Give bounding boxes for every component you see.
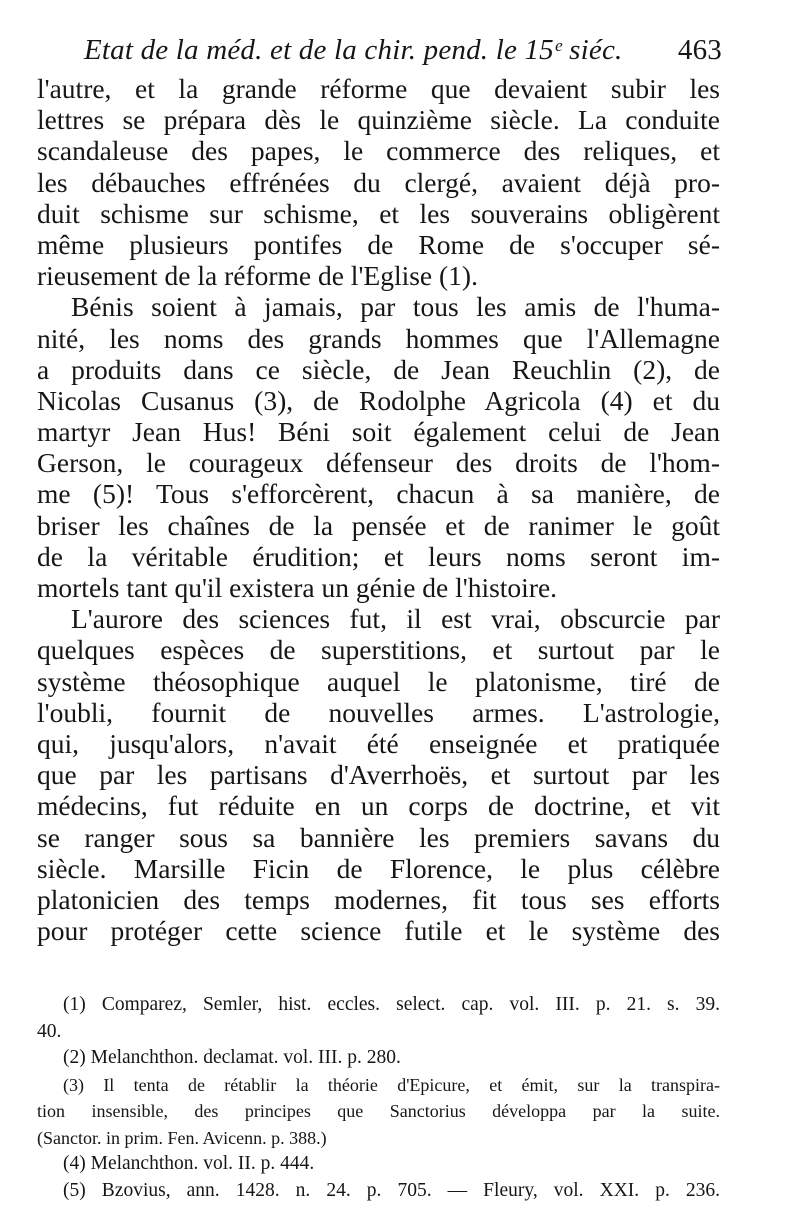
text-line: Gerson, le courageux défenseur des droits de l'hom-	[37, 447, 720, 479]
running-head	[84, 28, 722, 68]
text-line: qui, jusqu'alors, n'avait été enseignée et pratiquée	[37, 727, 720, 759]
footnote-line: (2) Melanchthon. declamat. vol. III. p. 280.	[63, 1047, 401, 1068]
footnote-line: (5) Bzovius, ann. 1428. n. 24. p. 705. — Fleury, vol. XXI. p. 236.	[63, 1179, 720, 1201]
text-line: duit schisme sur schisme, et les souverains obligèrent	[37, 197, 720, 229]
footnote-line: 40.	[37, 1020, 62, 1042]
main-text	[37, 73, 720, 946]
text-line: l'autre, et la grande réforme que devaient subir les	[37, 73, 720, 104]
footnote-line: tion insensible, des principes que Sanctorius développa par la suite.	[37, 1101, 720, 1121]
text-line: les débauches effrénées du clergé, avaient déjà pro-	[37, 166, 720, 198]
text-line: lettres se prépara dès le quinzième siècle. La conduite	[37, 104, 720, 136]
text-line: siècle. Marsille Ficin de Florence, le plus célèbre	[37, 852, 720, 884]
footnote-2	[37, 1045, 720, 1072]
text-line: platonicien des temps modernes, fit tous ses efforts	[37, 883, 720, 915]
text-line: L'aurore des sciences fut, il est vrai, obscurcie par	[71, 603, 720, 635]
text-line: me (5)! Tous s'efforcèrent, chacun à sa manière, de	[37, 478, 720, 510]
text-line: système théosophique auquel le platonisme, tiré de	[37, 665, 720, 697]
text-line: rieusement de la réforme de l'Eglise (1).	[37, 260, 478, 292]
text-line: mortels tant qu'il existera un génie de l'histoire.	[37, 572, 558, 603]
page-number: 463	[677, 34, 722, 66]
text-line: briser les chaînes de la pensée et de ranimer le goût	[37, 509, 720, 541]
footnote-line: (1) Comparez, Semler, hist. eccles. select. cap. vol. III. p. 21. s. 39.	[63, 994, 720, 1015]
footnote-3	[37, 1072, 720, 1152]
text-line: se ranger sous sa bannière les premiers savans du	[37, 821, 720, 853]
footnote-4	[37, 1151, 720, 1178]
footnote-5	[37, 1178, 720, 1205]
footnote-1	[37, 992, 720, 1045]
text-line: quelques espèces de superstitions, et surtout par le	[37, 634, 720, 666]
text-line: nité, les noms des grands hommes que l'Allemagne	[37, 322, 720, 354]
footnote-line: (4) Melanchthon. vol. II. p. 444.	[63, 1153, 315, 1174]
footnote-line: (3) Il tenta de rétablir la théorie d'Epicure, et émit, sur la transpira-	[63, 1074, 720, 1095]
footnotes	[37, 992, 720, 1204]
text-line: l'oubli, fournit de nouvelles armes. L'astrologie,	[37, 696, 720, 728]
footnote-line: (Sanctor. in prim. Fen. Avicenn. p. 388.)	[37, 1127, 327, 1148]
paragraph-2	[37, 291, 720, 603]
paragraph-1	[37, 73, 720, 291]
text-line: pour protéger cette science futile et le système des	[37, 915, 720, 947]
text-line: même plusieurs pontifes de Rome de s'occuper sé-	[37, 228, 720, 260]
text-line: Bénis soient à jamais, par tous les amis de l'huma-	[71, 291, 720, 323]
text-line: scandaleuse des papes, le commerce des reliques, et	[37, 135, 720, 167]
text-line: de la véritable érudition; et leurs noms seront im-	[37, 540, 720, 572]
text-line: martyr Jean Hus! Béni soit également celui de Jean	[37, 416, 720, 448]
text-line: que par les partisans d'Averrhoës, et surtout par les	[37, 759, 720, 791]
paragraph-3	[37, 603, 720, 946]
text-line: médecins, fut réduite en un corps de doctrine, et vit	[37, 790, 720, 822]
text-line: Nicolas Cusanus (3), de Rodolphe Agricola (4) et du	[37, 384, 720, 416]
text-line: a produits dans ce siècle, de Jean Reuchlin (2), de	[37, 353, 720, 385]
running-head-title: Etat de la méd. et de la chir. pend. le 15ᵉ siéc.	[84, 34, 623, 66]
